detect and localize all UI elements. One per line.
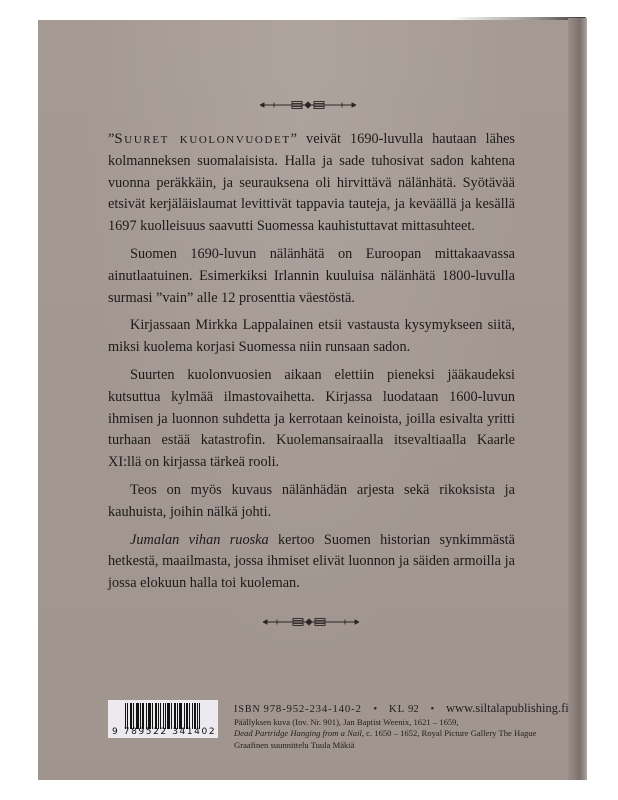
separator-dot: •: [373, 703, 378, 715]
blurb-paragraph-2: Suomen 1690-luvun nälänhätä on Euroopan mittakaavassa ainutlaatuinen. Esimerkiksi Irlannin kuuluisa nälänhätä 1800-luvulla surmasi ”vain” alle 12 prosenttia väestöstä.: [108, 245, 515, 306]
blurb-paragraph-3: Kirjassaan Mirkka Lappalainen etsii vastausta kysymykseen siitä, miksi kuolema korjasi Suomessa niin runsaan sadon.: [108, 317, 515, 356]
cover-credit-line-1: Päällyksen kuva (Inv. Nr. 901), Jan Baptist Weenix, 1621 – 1659,: [234, 717, 459, 727]
blurb-lead-smallcaps: Suuret kuolonvuodet: [114, 131, 291, 147]
blurb-paragraph-5: Teos on myös kuvaus nälänhädän arjesta sekä rikoksista ja kauhuista, joihin nälkä johti.: [108, 481, 515, 520]
publisher-website: www.siltalapublishing.fi: [445, 701, 569, 715]
kl-label: KL: [388, 703, 406, 715]
blurb-paragraph-4: Suurten kuolonvuosien aikaan elettiin pieneksi jääkaudeksi kutsuttua kylmää ilmastovaihetta. Kirjassa luodataan 1600-luvun ihmisen ja luonnon suhdetta ja kerrotaan keinoista, joilla esivalta yritti turhaan estää katastrofin. Kuolemansairaalla itsevaltiaalla Kaarle XI:llä on kirjassa tärkeä rooli.: [108, 366, 515, 471]
book-spine-edge: [568, 18, 587, 780]
painting-title: Dead Partridge Hanging from a Nail: [234, 728, 362, 739]
book-title-italic: Jumalan vihan ruoska: [130, 531, 269, 548]
blurb-paragraph-1: ”Suuret kuolonvuodet” veivät 1690-luvulla hautaan lähes kolmanneksen suomalaisista. Halla ja sade tuhosivat sadon kahtena vuonna peräkkäin, ja seurauksena oli hirvittävä nälänhätä. Syötävää etsivät kerjäläislaumat levittivät tappavia tauteja, ja keväällä ja kesällä 1697 kuolleisuus saavutti Suomessa kauhistuttavat mittasuhteet.: [108, 131, 515, 235]
barcode-bars: [125, 703, 213, 729]
cover-credit-line-2: Dead Partridge Hanging from a Nail, c. 1650 – 1652, Royal Picture Gallery The Hague: [234, 728, 537, 739]
blurb-text: [108, 129, 515, 601]
ornamental-divider-icon: [260, 100, 356, 110]
blurb-paragraph-6: Jumalan vihan ruoska kertoo Suomen historian synkimmästä hetkestä, maailmasta, jossa ihmiset elivät luonnon ja säiden armoilla ja jossa elokuun halla toi kuoleman.: [108, 531, 515, 592]
separator-dot: •: [430, 703, 435, 715]
imprint-info: [234, 701, 569, 751]
design-credit: Graafinen suunnittelu Tuula Mäkiä: [234, 739, 355, 750]
ornamental-divider-icon: [263, 617, 359, 627]
isbn-line: [234, 701, 569, 717]
isbn-barcode: [108, 700, 218, 738]
isbn-number: 978-952-234-140-2: [263, 703, 362, 715]
isbn-label: ISBN: [234, 704, 261, 715]
kl-number: 92: [407, 703, 419, 715]
barcode-digits: 9 789522 341402: [112, 727, 217, 737]
spine-top-edge: [450, 17, 586, 20]
